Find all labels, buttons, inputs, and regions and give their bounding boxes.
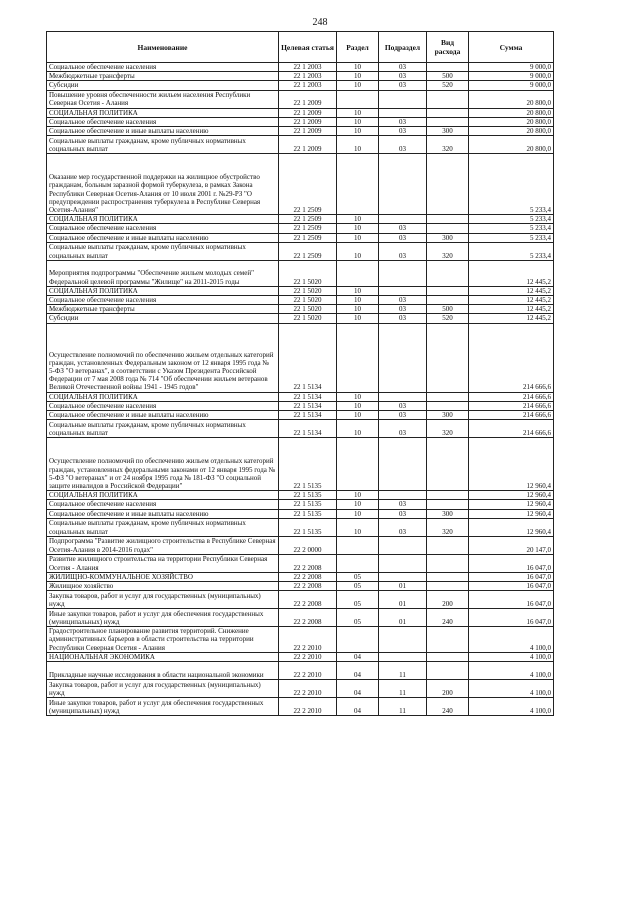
- expense-type: [427, 224, 469, 233]
- header-section: Раздел: [337, 32, 379, 63]
- subsection-code: 03: [379, 411, 427, 420]
- row-name: Оказание мер государственной поддержки на жилищное обустройство гражданам, больным заразной формой туберкулеза, в рамках Закона Республики Северная Осетия-Алания от 10 июля 2001 г. №29-РЗ "О предупреждении распространения туберкулеза в Республике Северная Осетия-Алания": [47, 154, 279, 215]
- row-sum: 12 960,4: [469, 509, 554, 518]
- row-name: Социальные выплаты гражданам, кроме публичных нормативных социальных выплат: [47, 242, 279, 260]
- subsection-code: [379, 215, 427, 224]
- target-code: 22 2 0000: [279, 536, 337, 554]
- table-row: [47, 698, 554, 716]
- section-code: 10: [337, 314, 379, 323]
- section-code: 10: [337, 491, 379, 500]
- expense-type: [427, 117, 469, 126]
- row-sum: 4 100,0: [469, 698, 554, 716]
- subsection-code: 03: [379, 81, 427, 90]
- subsection-code: [379, 491, 427, 500]
- subsection-code: [379, 536, 427, 554]
- row-sum: 214 666,6: [469, 401, 554, 410]
- target-code: 22 2 2008: [279, 591, 337, 609]
- row-sum: 214 666,6: [469, 392, 554, 401]
- expense-type: 520: [427, 314, 469, 323]
- target-code: 22 1 5135: [279, 491, 337, 500]
- table-row: [47, 582, 554, 591]
- subsection-code: 01: [379, 609, 427, 627]
- subsection-code: 03: [379, 224, 427, 233]
- subsection-code: 11: [379, 698, 427, 716]
- section-code: 10: [337, 81, 379, 90]
- row-sum: 12 445,2: [469, 305, 554, 314]
- header-expense-type: Вид расхода: [427, 32, 469, 63]
- table-row: [47, 233, 554, 242]
- expense-type: [427, 536, 469, 554]
- expense-type: 320: [427, 518, 469, 536]
- row-name: Прикладные научные исследования в области национальной экономики: [47, 662, 279, 680]
- section-code: 05: [337, 582, 379, 591]
- expense-type: [427, 652, 469, 661]
- subsection-code: [379, 108, 427, 117]
- row-sum: 214 666,6: [469, 323, 554, 392]
- section-code: 10: [337, 215, 379, 224]
- row-name: ЖИЛИЩНО-КОММУНАЛЬНОЕ ХОЗЯЙСТВО: [47, 572, 279, 581]
- section-code: 10: [337, 401, 379, 410]
- section-code: [337, 554, 379, 572]
- row-sum: 12 445,2: [469, 296, 554, 305]
- expense-type: [427, 500, 469, 509]
- row-name: Градостроительное планирование развития территорий. Снижение административных барьеров в области строительства на территории Республики Северная Осетия - Алания: [47, 627, 279, 653]
- expense-type: [427, 63, 469, 72]
- expense-type: 320: [427, 242, 469, 260]
- table-body: [47, 63, 554, 716]
- budget-table: [46, 31, 554, 716]
- expense-type: 300: [427, 127, 469, 136]
- row-name: Повышение уровня обеспеченности жильем населения Республики Северная Осетия - Алания: [47, 90, 279, 108]
- subsection-code: [379, 627, 427, 653]
- section-code: 10: [337, 286, 379, 295]
- target-code: 22 1 2509: [279, 224, 337, 233]
- expense-type: [427, 108, 469, 117]
- target-code: 22 2 2010: [279, 662, 337, 680]
- expense-type: [427, 572, 469, 581]
- target-code: 22 1 5134: [279, 323, 337, 392]
- row-name: Мероприятия подпрограммы "Обеспечение жильем молодых семей" Федеральной целевой программы "Жилище" на 2011-2015 годы: [47, 260, 279, 286]
- subsection-code: 01: [379, 582, 427, 591]
- row-name: Социальные выплаты гражданам, кроме публичных нормативных социальных выплат: [47, 136, 279, 154]
- header-name: Наименование: [47, 32, 279, 63]
- row-sum: 20 800,0: [469, 136, 554, 154]
- expense-type: 240: [427, 609, 469, 627]
- section-code: 10: [337, 420, 379, 438]
- row-name: Социальное обеспечение населения: [47, 224, 279, 233]
- target-code: 22 2 2010: [279, 652, 337, 661]
- row-sum: 4 100,0: [469, 662, 554, 680]
- row-sum: 12 960,4: [469, 500, 554, 509]
- section-code: 10: [337, 224, 379, 233]
- target-code: 22 1 2509: [279, 215, 337, 224]
- target-code: 22 1 2009: [279, 136, 337, 154]
- subsection-code: 03: [379, 500, 427, 509]
- table-row: [47, 609, 554, 627]
- table-row: [47, 260, 554, 286]
- row-name: Социальное обеспечение населения: [47, 117, 279, 126]
- subsection-code: [379, 323, 427, 392]
- section-code: 05: [337, 609, 379, 627]
- row-name: НАЦИОНАЛЬНАЯ ЭКОНОМИКА: [47, 652, 279, 661]
- row-sum: 5 233,4: [469, 154, 554, 215]
- row-sum: 5 233,4: [469, 215, 554, 224]
- row-name: Социальное обеспечение населения: [47, 401, 279, 410]
- table-row: [47, 401, 554, 410]
- target-code: 22 1 5135: [279, 438, 337, 491]
- section-code: 10: [337, 136, 379, 154]
- expense-type: [427, 154, 469, 215]
- target-code: 22 1 2009: [279, 127, 337, 136]
- target-code: 22 2 2010: [279, 627, 337, 653]
- row-name: Развитие жилищного строительства на территории Республики Северная Осетия - Алания: [47, 554, 279, 572]
- table-row: [47, 591, 554, 609]
- row-sum: 20 800,0: [469, 108, 554, 117]
- row-sum: 9 000,0: [469, 81, 554, 90]
- target-code: 22 1 5020: [279, 296, 337, 305]
- row-name: Социальное обеспечение и иные выплаты населению: [47, 233, 279, 242]
- table-row: [47, 627, 554, 653]
- section-code: [337, 627, 379, 653]
- row-name: Межбюджетные трансферты: [47, 72, 279, 81]
- target-code: 22 1 2509: [279, 154, 337, 215]
- subsection-code: [379, 572, 427, 581]
- row-sum: 12 445,2: [469, 260, 554, 286]
- row-sum: 5 233,4: [469, 224, 554, 233]
- expense-type: 300: [427, 411, 469, 420]
- subsection-code: [379, 554, 427, 572]
- subsection-code: 03: [379, 127, 427, 136]
- section-code: 10: [337, 518, 379, 536]
- table-row: [47, 438, 554, 491]
- row-sum: 4 100,0: [469, 680, 554, 698]
- section-code: 10: [337, 117, 379, 126]
- row-name: Закупка товаров, работ и услуг для государственных (муниципальных) нужд: [47, 591, 279, 609]
- table-row: [47, 286, 554, 295]
- target-code: 22 2 2010: [279, 680, 337, 698]
- subsection-code: 03: [379, 518, 427, 536]
- table-row: [47, 72, 554, 81]
- subsection-code: [379, 392, 427, 401]
- expense-type: [427, 323, 469, 392]
- expense-type: 300: [427, 509, 469, 518]
- target-code: 22 2 2008: [279, 582, 337, 591]
- row-name: Социальное обеспечение населения: [47, 296, 279, 305]
- row-name: Закупка товаров, работ и услуг для государственных (муниципальных) нужд: [47, 680, 279, 698]
- section-code: 10: [337, 509, 379, 518]
- section-code: 10: [337, 296, 379, 305]
- target-code: 22 1 2009: [279, 108, 337, 117]
- row-sum: 12 960,4: [469, 518, 554, 536]
- header-sum: Сумма: [469, 32, 554, 63]
- table-row: [47, 117, 554, 126]
- row-name: СОЦИАЛЬНАЯ ПОЛИТИКА: [47, 215, 279, 224]
- subsection-code: 03: [379, 296, 427, 305]
- target-code: 22 1 2509: [279, 233, 337, 242]
- subsection-code: [379, 90, 427, 108]
- table-row: [47, 500, 554, 509]
- table-row: [47, 518, 554, 536]
- section-code: 10: [337, 127, 379, 136]
- row-name: СОЦИАЛЬНАЯ ПОЛИТИКА: [47, 491, 279, 500]
- subsection-code: 03: [379, 63, 427, 72]
- expense-type: [427, 438, 469, 491]
- target-code: 22 1 5020: [279, 305, 337, 314]
- row-sum: 12 960,4: [469, 491, 554, 500]
- expense-type: 520: [427, 81, 469, 90]
- section-code: [337, 154, 379, 215]
- row-sum: 16 047,0: [469, 554, 554, 572]
- row-name: Иные закупки товаров, работ и услуг для обеспечения государственных (муниципальных) нужд: [47, 698, 279, 716]
- target-code: 22 2 2008: [279, 609, 337, 627]
- row-sum: 5 233,4: [469, 242, 554, 260]
- row-sum: 12 960,4: [469, 438, 554, 491]
- subsection-code: 11: [379, 662, 427, 680]
- section-code: 10: [337, 392, 379, 401]
- row-sum: 5 233,4: [469, 233, 554, 242]
- row-sum: 4 100,0: [469, 652, 554, 661]
- table-row: [47, 154, 554, 215]
- row-name: Субсидии: [47, 314, 279, 323]
- row-name: Социальные выплаты гражданам, кроме публичных нормативных социальных выплат: [47, 420, 279, 438]
- row-name: Социальное обеспечение населения: [47, 500, 279, 509]
- table-row: [47, 392, 554, 401]
- row-name: Межбюджетные трансферты: [47, 305, 279, 314]
- header-code: Целевая статья: [279, 32, 337, 63]
- table-row: [47, 314, 554, 323]
- table-row: [47, 90, 554, 108]
- row-name: Субсидии: [47, 81, 279, 90]
- subsection-code: 03: [379, 242, 427, 260]
- table-row: [47, 242, 554, 260]
- expense-type: 200: [427, 680, 469, 698]
- table-row: [47, 491, 554, 500]
- row-sum: 16 047,0: [469, 591, 554, 609]
- table-row: [47, 127, 554, 136]
- table-row: [47, 108, 554, 117]
- expense-type: 300: [427, 233, 469, 242]
- target-code: 22 1 5134: [279, 392, 337, 401]
- expense-type: [427, 662, 469, 680]
- subsection-code: 11: [379, 680, 427, 698]
- section-code: 05: [337, 572, 379, 581]
- row-sum: 9 000,0: [469, 72, 554, 81]
- table-row: [47, 305, 554, 314]
- table-row: [47, 652, 554, 661]
- target-code: 22 1 5134: [279, 420, 337, 438]
- target-code: 22 1 2003: [279, 72, 337, 81]
- expense-type: [427, 296, 469, 305]
- header-subsection: Подраздел: [379, 32, 427, 63]
- subsection-code: 03: [379, 136, 427, 154]
- section-code: [337, 90, 379, 108]
- table-row: [47, 662, 554, 680]
- subsection-code: [379, 260, 427, 286]
- subsection-code: 03: [379, 420, 427, 438]
- row-name: СОЦИАЛЬНАЯ ПОЛИТИКА: [47, 286, 279, 295]
- row-sum: 20 800,0: [469, 127, 554, 136]
- expense-type: [427, 491, 469, 500]
- expense-type: 500: [427, 72, 469, 81]
- subsection-code: 03: [379, 305, 427, 314]
- target-code: 22 1 2009: [279, 117, 337, 126]
- subsection-code: 03: [379, 72, 427, 81]
- target-code: 22 2 2008: [279, 554, 337, 572]
- expense-type: [427, 554, 469, 572]
- subsection-code: [379, 286, 427, 295]
- section-code: 10: [337, 233, 379, 242]
- section-code: 04: [337, 662, 379, 680]
- table-row: [47, 81, 554, 90]
- target-code: 22 1 2509: [279, 242, 337, 260]
- target-code: 22 2 2008: [279, 572, 337, 581]
- row-sum: 12 445,2: [469, 286, 554, 295]
- target-code: 22 1 2009: [279, 90, 337, 108]
- table-row: [47, 554, 554, 572]
- subsection-code: [379, 652, 427, 661]
- subsection-code: [379, 438, 427, 491]
- subsection-code: 03: [379, 233, 427, 242]
- row-sum: 16 047,0: [469, 609, 554, 627]
- row-sum: 20 800,0: [469, 90, 554, 108]
- section-code: 10: [337, 108, 379, 117]
- table-row: [47, 536, 554, 554]
- table-row: [47, 323, 554, 392]
- expense-type: [427, 90, 469, 108]
- row-name: Социальное обеспечение населения: [47, 63, 279, 72]
- table-header-row: [47, 32, 554, 63]
- subsection-code: 03: [379, 117, 427, 126]
- target-code: 22 1 5020: [279, 286, 337, 295]
- subsection-code: 03: [379, 314, 427, 323]
- row-name: Социальное обеспечение и иные выплаты населению: [47, 411, 279, 420]
- subsection-code: 03: [379, 401, 427, 410]
- table-row: [47, 215, 554, 224]
- target-code: 22 1 5134: [279, 411, 337, 420]
- section-code: [337, 323, 379, 392]
- expense-type: [427, 582, 469, 591]
- target-code: 22 1 5135: [279, 500, 337, 509]
- section-code: 10: [337, 242, 379, 260]
- table-row: [47, 296, 554, 305]
- section-code: [337, 260, 379, 286]
- table-row: [47, 509, 554, 518]
- row-name: СОЦИАЛЬНАЯ ПОЛИТИКА: [47, 392, 279, 401]
- subsection-code: 03: [379, 509, 427, 518]
- section-code: 10: [337, 500, 379, 509]
- row-name: Осуществление полномочий по обеспечению жильем отдельных категорий граждан, установленных федеральными законами от 12 января 1995 года № 5-ФЗ "О ветеранах" и от 24 ноября 1995 года № 181-ФЗ "О социальной защите инвалидов в Российской Федерации": [47, 438, 279, 491]
- row-sum: 4 100,0: [469, 627, 554, 653]
- row-sum: 214 666,6: [469, 420, 554, 438]
- target-code: 22 1 5135: [279, 518, 337, 536]
- row-sum: 16 047,0: [469, 572, 554, 581]
- section-code: 05: [337, 591, 379, 609]
- expense-type: [427, 215, 469, 224]
- table-row: [47, 136, 554, 154]
- target-code: 22 1 5020: [279, 260, 337, 286]
- section-code: 10: [337, 411, 379, 420]
- section-code: [337, 438, 379, 491]
- row-name: Жилищное хозяйство: [47, 582, 279, 591]
- expense-type: 320: [427, 420, 469, 438]
- table-row: [47, 572, 554, 581]
- target-code: 22 1 2003: [279, 81, 337, 90]
- section-code: 10: [337, 63, 379, 72]
- target-code: 22 2 2010: [279, 698, 337, 716]
- row-name: Социальное обеспечение и иные выплаты населению: [47, 127, 279, 136]
- section-code: 10: [337, 72, 379, 81]
- row-sum: 12 445,2: [469, 314, 554, 323]
- section-code: 04: [337, 680, 379, 698]
- row-name: СОЦИАЛЬНАЯ ПОЛИТИКА: [47, 108, 279, 117]
- table-row: [47, 63, 554, 72]
- row-name: Подпрограмма "Развитие жилищного строительства в Республике Северная Осетия-Алания в 2014-2016 годах": [47, 536, 279, 554]
- table-row: [47, 411, 554, 420]
- row-name: Иные закупки товаров, работ и услуг для обеспечения государственных (муниципальных) нужд: [47, 609, 279, 627]
- page-number: 248: [312, 17, 328, 28]
- row-sum: 214 666,6: [469, 411, 554, 420]
- target-code: 22 1 5134: [279, 401, 337, 410]
- expense-type: [427, 286, 469, 295]
- expense-type: 500: [427, 305, 469, 314]
- table-row: [47, 224, 554, 233]
- section-code: 04: [337, 652, 379, 661]
- row-sum: 9 000,0: [469, 63, 554, 72]
- table-row: [47, 420, 554, 438]
- row-name: Социальное обеспечение и иные выплаты населению: [47, 509, 279, 518]
- expense-type: [427, 627, 469, 653]
- section-code: 04: [337, 698, 379, 716]
- subsection-code: 01: [379, 591, 427, 609]
- target-code: 22 1 5135: [279, 509, 337, 518]
- row-sum: 20 800,0: [469, 117, 554, 126]
- row-name: Социальные выплаты гражданам, кроме публичных нормативных социальных выплат: [47, 518, 279, 536]
- target-code: 22 1 5020: [279, 314, 337, 323]
- expense-type: [427, 401, 469, 410]
- expense-type: 200: [427, 591, 469, 609]
- section-code: [337, 536, 379, 554]
- row-name: Осуществление полномочий по обеспечению жильем отдельных категорий граждан, установленных Федеральным законом от 12 января 1995 года № 5-ФЗ "О ветеранах", в соответствии с Указом Президента Российской Федерации от 7 мая 2008 года № 714 "Об обеспечении жильем ветеранов Великой Отечественной войны 1941 - 1945 годов": [47, 323, 279, 392]
- expense-type: [427, 260, 469, 286]
- row-sum: 20 147,0: [469, 536, 554, 554]
- row-sum: 16 047,0: [469, 582, 554, 591]
- expense-type: 240: [427, 698, 469, 716]
- target-code: 22 1 2003: [279, 63, 337, 72]
- expense-type: 320: [427, 136, 469, 154]
- section-code: 10: [337, 305, 379, 314]
- expense-type: [427, 392, 469, 401]
- subsection-code: [379, 154, 427, 215]
- table-row: [47, 680, 554, 698]
